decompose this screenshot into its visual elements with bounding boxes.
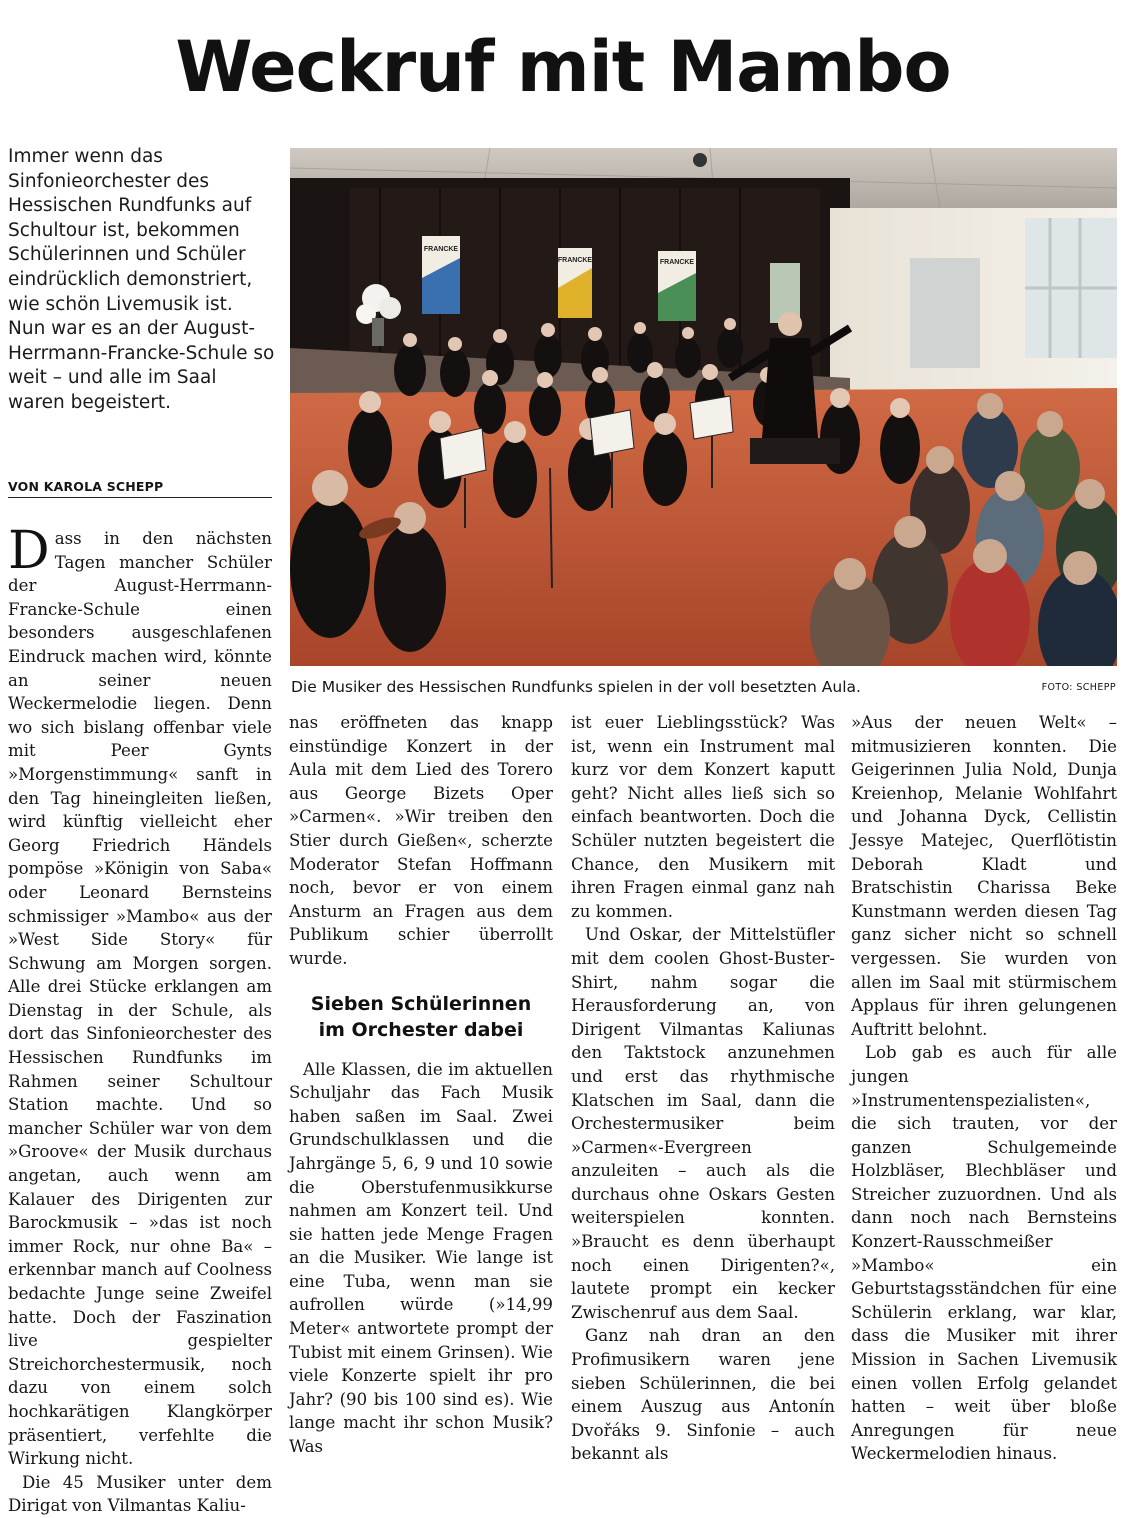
concert-photo [290, 148, 1117, 666]
byline: VON KAROLA SCHEPP [8, 479, 272, 498]
article-paragraph: Und Oskar, der Mittelstüfler mit dem coolen Ghost-Buster-Shirt, nahm sogar die Herausforderung an, von Dirigent Vilmantas Kaliunas den Taktstock anzunehmen und erst das rhythmische Klatschen im Saal, dann die Orchestermusiker beim »Carmen«-Evergreen anzuleiten – auch als die durchaus ohne Oskars Gesten weiterspielen konnten. »Braucht es denn überhaupt noch einen Dirigenten?«, lautete prompt ein kecker Zwischenruf aus dem Saal. [571, 925, 835, 1322]
drop-cap: D [8, 521, 50, 581]
article-column-4 [851, 711, 1117, 1466]
banner-label: FRANCKE [659, 259, 695, 266]
intro-paragraph: Nun war es an der August-Herrmann-Francke-Schule so weit – und alle im Saal waren begeistert. [8, 318, 275, 413]
article-paragraph: Lob gab es auch für alle jungen »Instrumentenspezialisten«, die sich trauten, vor der ganzen Schulgemeinde Holzbläser, Blechbläser und Streicher zuzuordnen. Und als dann noch nach Bernsteins Konzert-Rausschmeißer »Mambo« ein Geburtstagsständchen für eine Schülerin erklang, war klar, dass die Musiker mit ihrer Mission in Sachen Livemusik einen vollen Erfolg gelandet hatten – weit über bloße Anregungen für neue Weckermelodien hinaus. [851, 1043, 1117, 1464]
intro-teaser [8, 145, 276, 416]
article-paragraph: Alle Klassen, die im aktuellen Schuljahr das Fach Musik haben saßen im Saal. Zwei Grundschulklassen und die Jahrgänge 5, 6, 9 und 10 sowie die Oberstufenmusikkurse nahmen am Konzert teil. Und sie hatten jede Menge Fragen an die Musiker. Wie lange ist eine Tuba, wenn man sie aufrollen würde (»14,99 Meter« antwortete prompt der Tubist mit einem Grinsen). Wie viele Konzerte spielt ihr pro Jahr? (90 bis 100 sind es). Wie lange macht ihr schon Musik? Was [289, 1059, 553, 1457]
article-paragraph: ist euer Lieblingsstück? Was ist, wenn ein Instrument mal kurz vor dem Konzert kaputt geht? Nicht alles ließ sich so einfach beantworten. Doch die Schüler nutzten begeistert die Chance, den Musikern mit ihren Fragen einmal ganz nah zu kommen. [571, 713, 835, 921]
subheading-line: Sieben Schülerinnen [310, 992, 532, 1015]
article-paragraph: Die 45 Musiker unter dem Dirigat von Vilmantas Kaliu- [8, 1472, 272, 1516]
concert-photo-illustration [290, 148, 1117, 666]
subheading [289, 991, 553, 1043]
article-paragraph [8, 521, 272, 1471]
article-column-2 [289, 711, 553, 1459]
article-paragraph: »Aus der neuen Welt« – mitmusizieren konnten. Die Geigerinnen Julia Nold, Dunja Kreienhop, Melanie Wohlfahrt und Johanna Dyck, Cellistin Jessye Matejec, Querflötistin Deborah Kladt und Bratschistin Charissa Beke Kunstmann werden diesen Tag ganz sicher nicht so schnell vergessen. Sie wurden von allen im Saal mit stürmischem Applaus für ihren gelungenen Auftritt belohnt. [851, 713, 1117, 1039]
article-column-1 [8, 521, 272, 1518]
photo-credit: FOTO: SCHEPP [1041, 682, 1116, 693]
subheading-line: im Orchester dabei [318, 1018, 524, 1041]
article-paragraph: nas eröffneten das knapp einstündige Konzert in der Aula mit dem Lied des Torero aus George Bizets Oper »Carmen«. »Wir treiben den Stier durch Gießen«, scherzte Moderator Stefan Hoffmann noch, bevor er von einem Ansturm an Fragen aus dem Publikum schier überrollt wurde. [289, 713, 553, 968]
banner-label: FRANCKE [557, 257, 593, 264]
article-paragraph: Ganz nah dran an den Profimusikern waren jene sieben Schülerinnen, die bei einem Auszug aus Antonín Dvořáks 9. Sinfonie – auch bekannt als [571, 1326, 835, 1464]
banner-label: FRANCKE [423, 246, 459, 253]
intro-paragraph: Immer wenn das Sinfonieorchester des Hessischen Rundfunks auf Schultour ist, bekommen Schülerinnen und Schüler eindrücklich demonstriert, wie schön Livemusik ist. [8, 146, 253, 315]
article-column-3 [571, 711, 835, 1466]
photo-caption: Die Musiker des Hessischen Rundfunks spielen in der voll besetzten Aula. [291, 678, 861, 696]
headline: Weckruf mit Mambo [175, 26, 951, 108]
article-paragraph-text: ass in den nächsten Tagen mancher Schüler der August-Herrmann-Francke-Schule einen besonders ausgeschlafenen Eindruck machen wird, könnte an seiner neuen Weckermelodie liegen. Denn wo sich bislang offenbar viele mit Peer Gynts »Morgenstimmung« sanft in den Tag hineingleiten ließen, wird künftig vielleicht eher Georg Friedrich Händels pompöse »Königin von Saba« oder Leonard Bernsteins schmissiger »Mambo« aus der »West Side Story« für Schwung am Morgen sorgen. Alle drei Stücke erklangen am Dienstag in der Schule, als dort das Sinfonieorchester des Hessischen Rundfunks im Rahmen seiner Schultour Station machte. Und so mancher Schüler war von dem »Groove« der Musik durchaus angetan, auch wenn am Kalauer des Dirigenten zur Barockmusik – »das ist noch immer Rock, nur ohne Ba« – erkennbar manch auf Coolness bedachte Junge seine Zweifel hatte. Doch der Faszination live gespielter Streichorchestermusik, noch dazu von einem solch hochkarätigen Klangkörper präsentiert, verfehlte die Wirkung nicht. [8, 529, 272, 1469]
